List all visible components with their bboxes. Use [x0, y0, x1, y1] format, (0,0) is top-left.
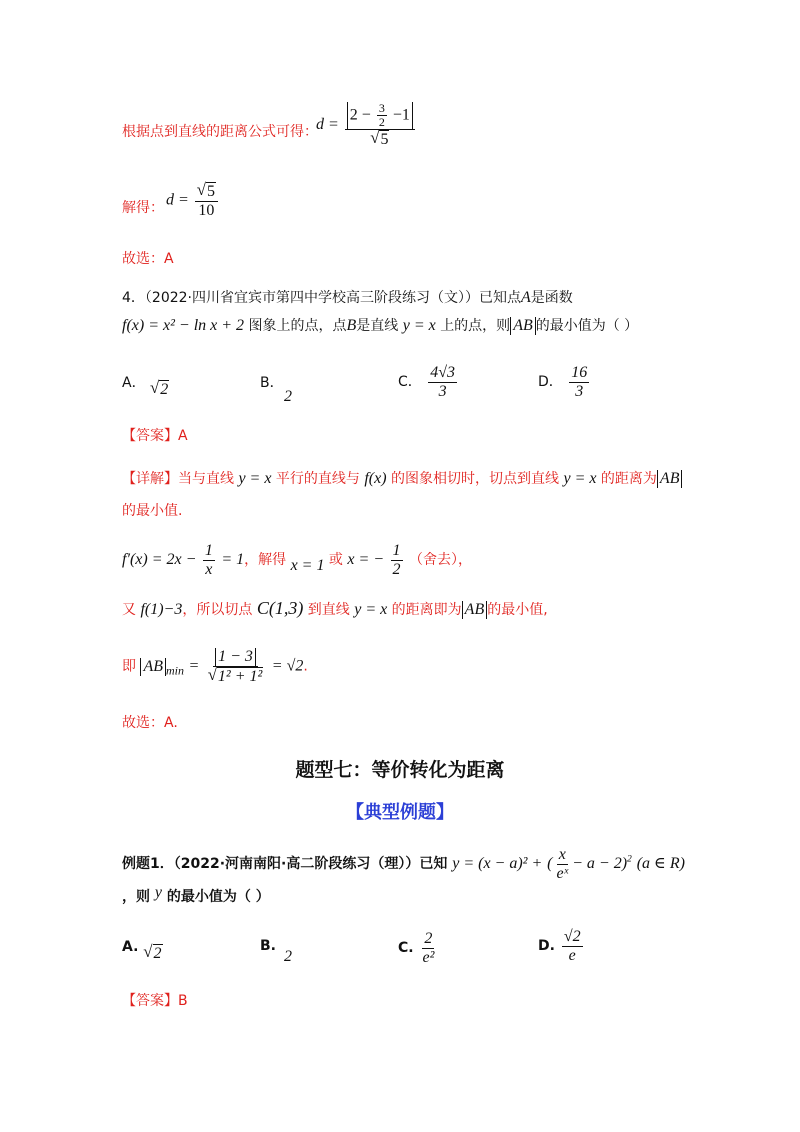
solve-text: 解得：	[122, 200, 164, 216]
example-1-option-a: A. √ 2	[122, 939, 162, 963]
detail-1-eq2: y = x	[563, 470, 597, 487]
detail-line-1	[122, 468, 682, 488]
frac-num: 3	[378, 101, 385, 115]
detail-1-f: f(x)	[364, 470, 387, 487]
example-1-option-b-value: 2	[284, 948, 292, 965]
distance-formula-line	[122, 121, 318, 141]
line-y-equals-x: y = x	[402, 317, 436, 334]
q4-option-b	[260, 372, 292, 410]
abs-left: 2 −	[349, 106, 371, 124]
detail-line-5: 即 AB $_{min}$ = 1 − 3 √ 1² + 1² = √2.	[122, 648, 308, 685]
example-1-option-c-label: C.	[398, 940, 414, 957]
detail-4e: 的最小值,	[487, 602, 548, 618]
answer-1: 【答案】A	[122, 428, 188, 444]
detail-line-2: 的最小值.	[122, 503, 183, 519]
solution-x1: x = 1	[290, 557, 325, 575]
q4-option-d-num: 16	[571, 364, 588, 381]
solve-expression: d = √ 5 10	[166, 182, 220, 219]
q4-text-b: 是直线	[356, 318, 399, 334]
tangent-point-c: C(1,3)	[256, 598, 304, 618]
detail-4-eq: y = x	[354, 601, 388, 618]
detail-5-result: = √2	[271, 657, 304, 675]
detail-line-6: 故选：A.	[122, 715, 178, 731]
detail-4c: 到直线	[307, 602, 350, 618]
detail-3b: 或	[328, 552, 343, 569]
detail-5-end: .	[303, 658, 308, 675]
detail-4-ab: AB	[462, 601, 488, 619]
q4-option-c-label: C．	[398, 374, 422, 391]
q4-option-c	[398, 364, 459, 400]
example-1-condition: (a ∈ R)	[636, 854, 685, 872]
q4-option-a-label: A．	[122, 375, 146, 391]
sqrt-five: 5	[380, 131, 389, 149]
d-symbol-2: d =	[166, 191, 189, 209]
example-1-option-d-label: D.	[538, 938, 555, 955]
solution-x2-den: 2	[392, 560, 401, 578]
question-4-line-1	[122, 287, 573, 307]
detail-5a: 即	[122, 658, 136, 675]
answer-2: 【答案】B	[122, 993, 188, 1009]
frac-den: 2	[378, 115, 385, 130]
detail-3c: （舍去），	[408, 552, 472, 569]
detail-5-eq: =	[188, 657, 200, 675]
detail-5-ab: AB	[140, 658, 166, 676]
example-1-line-1: 例题1．（2022·河南南阳·高二阶段练习（理））已知 y = (x − a)² + ( $\frac{x}{\text{eˣ}}$ − a − 2)$^2$ (a ∈ R)	[122, 846, 685, 882]
den-ten: 10	[198, 201, 215, 219]
section-subtitle: 【典型例题】	[346, 802, 454, 823]
example-1-option-a-label: A.	[122, 939, 139, 955]
derivative-num: 1	[204, 542, 213, 559]
q4-option-d-label: D．	[538, 374, 563, 391]
q4-option-d	[538, 364, 591, 400]
detail-4a: 又	[122, 602, 136, 618]
question-4-line-2	[122, 315, 638, 335]
point-b: B	[346, 317, 357, 334]
derivative-expr: f′(x) = 2x −	[122, 551, 197, 569]
q4-option-b-label: B．	[260, 375, 284, 391]
abs-right: −1	[392, 106, 410, 124]
function-f: f(x) = x² − ln x + 2	[122, 317, 245, 334]
example-1-line2-a: ，则	[122, 889, 150, 905]
derivative-eq: = 1	[221, 551, 245, 569]
section-title: 题型七：等价转化为距离	[295, 759, 505, 781]
detail-4d: 的距离即为	[391, 602, 462, 618]
example-1-label: 例题1．（2022·河南南阳·高二阶段练习（理））已知	[122, 855, 448, 872]
example-1-option-c-den: e²	[422, 948, 435, 966]
detail-5-num: 1 − 3	[215, 648, 256, 666]
distance-formula-text: 根据点到直线的距离公式可得：	[122, 124, 318, 140]
q4-option-c-num: 4√3	[430, 364, 456, 381]
q4-text-c: 上的点，则	[440, 318, 511, 334]
detail-1a: 【详解】当与直线	[122, 471, 234, 487]
example-1-line-2	[122, 886, 270, 906]
example-1-option-b	[260, 938, 292, 972]
solve-line	[122, 197, 164, 217]
detail-4b: ，所以切点	[182, 602, 253, 618]
example-1-frac-den: eˣ	[556, 864, 569, 882]
example-1-option-d	[538, 928, 585, 964]
q4-option-a-value: 2	[160, 381, 169, 399]
detail-4-f: f(1)−3	[140, 601, 183, 618]
choose-a-line: 故选：A	[122, 251, 174, 267]
min-subscript: min	[166, 663, 184, 678]
solution-x2-num: 1	[392, 542, 401, 559]
detail-line-3	[122, 542, 472, 578]
q4-source: 4．（2022·四川省宜宾市第四中学校高三阶段练习（文））已知点	[122, 290, 521, 306]
detail-1c: 的图象相切时，切点到直线	[391, 471, 560, 487]
point-a: A	[521, 289, 531, 306]
example-1-y-eq: y = (x − a)² +	[452, 854, 543, 872]
example-1-option-d-den: e	[568, 946, 576, 964]
sqrt-five-2: 5	[207, 183, 216, 201]
q4-line1-end: 是函数	[530, 290, 573, 306]
example-1-frac-num: x	[558, 846, 566, 863]
example-1-square: 2	[627, 853, 632, 865]
detail-1d: 的距离为	[600, 471, 657, 487]
example-1-option-b-label: B.	[260, 938, 276, 954]
example-1-y: y	[154, 884, 162, 901]
example-1-option-c	[398, 930, 438, 966]
example-1-option-a-value: 2	[153, 945, 162, 963]
ab-abs: AB	[510, 317, 536, 335]
example-1-option-c-num: 2	[424, 930, 433, 947]
distance-formula-expression: d = 2 − $\frac{3}{2}$ −1 √ 5	[316, 102, 417, 149]
detail-5-den: 1² + 1²	[217, 667, 263, 685]
example-1-tail: − a − 2	[572, 854, 622, 872]
example-1-option-d-num: √2	[563, 928, 581, 945]
detail-3a: ，解得	[244, 552, 287, 569]
detail-1-eq: y = x	[238, 470, 272, 487]
solution-x2: x = −	[347, 551, 385, 569]
q4-option-c-den: 3	[438, 382, 447, 400]
d-symbol: d =	[316, 116, 339, 134]
detail-line-4	[122, 598, 548, 619]
q4-option-a: A． √ 2	[122, 375, 169, 399]
detail-1-ab: AB	[657, 470, 683, 488]
example-1-line2-b: 的最小值为（ ）	[166, 889, 270, 905]
derivative-den: x	[205, 560, 213, 578]
q4-option-b-value: 2	[284, 388, 292, 405]
q4-text-d: 的最小值为（ ）	[535, 318, 639, 334]
q4-text-a: 图象上的点，点	[248, 318, 347, 334]
detail-1b: 平行的直线与	[275, 471, 360, 487]
q4-option-d-den: 3	[575, 382, 584, 400]
